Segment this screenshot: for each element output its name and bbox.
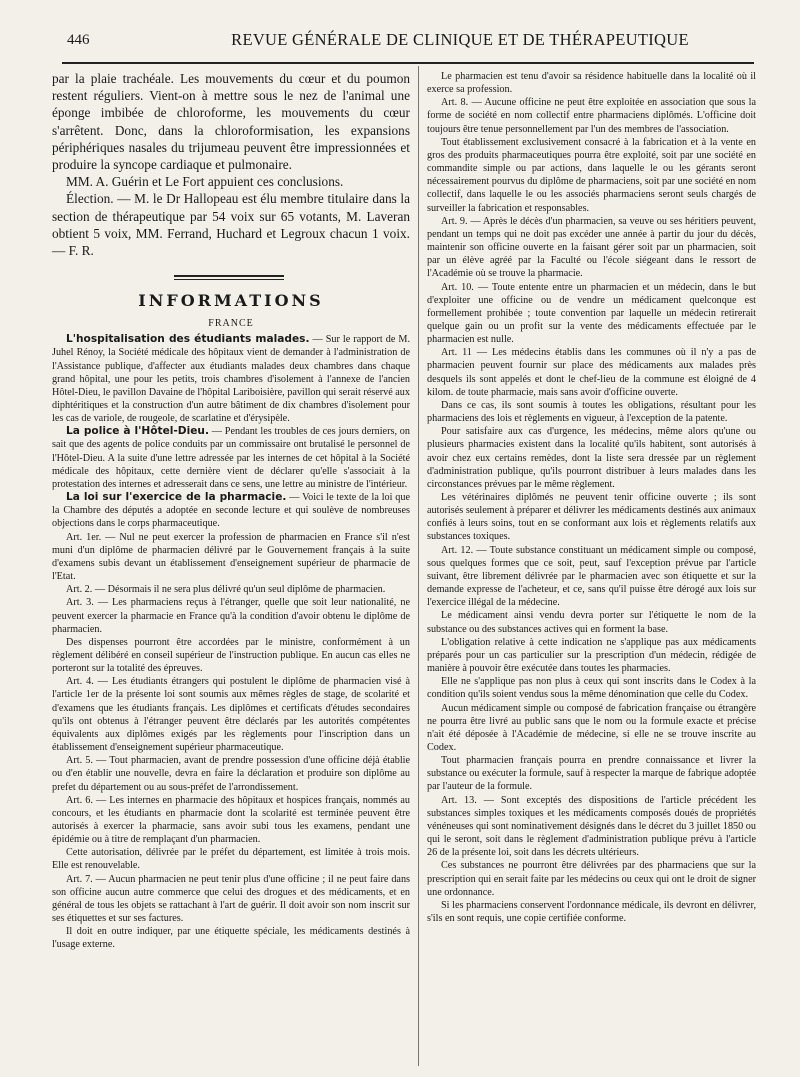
article-paragraph: Les vétérinaires diplômés ne peuvent tenir officine ouverte ; ils sont autorisés seulement à préparer et délivrer les médicaments destinés aux animaux confiés à leurs soins, tout en se conformant aux lois et règlements relatifs aux substances toxiques. bbox=[427, 492, 756, 543]
paragraph-text: Art. 6. — Les internes en pharmacie des hôpitaux et hospices français, nommés au concours, et les étudiants en pharmacie dont la scolarité est terminée peuvent être autorisés à exercer la pharmacie, sans avoir subi tous les examens, pendant une épidémie ou à titre de remplaçant d'un pharmacien. bbox=[52, 794, 410, 846]
article-paragraph: Art. 9. — Après le décès d'un pharmacien, sa veuve ou ses héritiers peuvent, pendant un temps qui ne doit pas excéder une année à partir du jour du décès, maintenir son officine ouverte en la faisant gérer soit par un pharmacien, soit par un élève agréé par la Faculté ou l'école siégeant dans le ressort de l'Académie où se trouve la pharmacie. bbox=[427, 215, 756, 280]
paragraph-text: Art. 3. — Les pharmaciens reçus à l'étranger, quelle que soit leur nationalité, ne peuvent exercer la pharmacie en France qu'à la condition d'avoir obtenu le diplôme de pharmacien. bbox=[52, 597, 410, 635]
article-paragraph bbox=[52, 675, 410, 754]
paragraph-lead: L'hospitalisation des étudiants malades. bbox=[66, 333, 310, 346]
article-paragraph bbox=[52, 425, 410, 491]
section-title: INFORMATIONS bbox=[138, 291, 324, 311]
article-paragraph: Art. 8. — Aucune officine ne peut être exploitée en association que sous la forme de société en nom collectif entre pharmaciens diplômés. L'officine doit toujours être tenue personnellement par l'un des membres de l'association. bbox=[427, 97, 756, 135]
article-paragraph bbox=[52, 846, 410, 872]
article-paragraph: Le pharmacien est tenu d'avoir sa résidence habituelle dans la localité où il exerce sa profession. bbox=[427, 71, 756, 96]
paragraph-text: Cette autorisation, délivrée par le préfet du département, est limitée à trois mois. Elle est renouvelable. bbox=[52, 847, 410, 872]
paragraph-text: Art. 2. — Désormais il ne sera plus délivré qu'un seul diplôme de pharmacien. bbox=[66, 584, 386, 596]
header-rule bbox=[62, 62, 754, 64]
article-paragraph bbox=[52, 925, 410, 951]
article-paragraph: Art. 13. — Sont exceptés des dispositions de l'article précédent les substances simples toxiques et les médicaments composés doués de propriétés vénéneuses qui sont nominativement désignés dans le décret du 3 juillet 1850 ou qui le seront, soit dans le règlement d'administration publique prévu à l'article 26 de la présente loi, soit dans les décrets ultérieurs. bbox=[427, 794, 756, 859]
article-paragraph bbox=[52, 873, 410, 926]
paragraph-text: Art. 4. — Les étudiants étrangers qui postulent le diplôme de pharmacien visé à l'article 1er de la présente loi sont soumis aux mêmes règles de stage, de scolarité et d'examens que les étudiants français. Les diplômes et certificats d'études secondaires qu'ils ont obtenus à l'étranger peuvent être déclarés par les autorités compétentes équivalents aux diplômes exigés par les règlements pour l'inscription dans un établissement d'enseignement supérieur pharmaceutique. bbox=[52, 676, 410, 754]
article-paragraph: Pour satisfaire aux cas d'urgence, les médecins, même alors qu'une ou plusieurs pharmacies existent dans la localité qu'ils habitent, sont autorisés à avoir chez eux certains remèdes, dont la liste sera dressée par un règlement d'administration publique, qu'ils pourront distribuer à leurs malades dans les circonstances prévues par le même règlement. bbox=[427, 426, 756, 490]
article-paragraph: Dans ce cas, ils sont soumis à toutes les obligations, résultant pour les pharmaciens des lois et règlements en vigueur, à l'exception de la patente. bbox=[427, 399, 756, 425]
article-paragraph: Art. 12. — Toute substance constituant un médicament simple ou composé, sous quelques formes que ce soit, peut, sauf l'exception prévue par l'article suivant, être librement délivrée par le pharmacien avec son étiquette et sur la demande expresse de l'acheteur, et ce, sans qu'il puisse être dérogé aux lois sur l'exercice illégal de la médecine. bbox=[427, 544, 756, 609]
intro-paragraph: par la plaie trachéale. Les mouvements du cœur et du poumon restent réguliers. Vient-on à mettre sous le nez de l'animal une éponge imbibée de chloroforme, les mouvements du cœur s'arrêtent. Donc, dans la chloroformisation, les expansions périphériques nasales du trijumeau peuvent être impressionnées et produire la syncope cardiaque et pulmonaire. bbox=[52, 71, 410, 173]
paragraph-lead: La police à l'Hôtel-Dieu. bbox=[66, 425, 209, 438]
paragraph-lead: La loi sur l'exercice de la pharmacie. bbox=[66, 491, 287, 504]
article-paragraph: L'obligation relative à cette indication ne s'applique pas aux médicaments préparés pour un cas particulier sur la prescription d'un médecin, rédigée de manière à pouvoir être exécutée dans toutes les pharmacies. bbox=[427, 636, 756, 675]
paragraph-text: Art. 5. — Tout pharmacien, avant de prendre possession d'une officine déjà établie ou d'en établir une nouvelle, devra en faire la déclaration et produire son diplôme au prefet du département ou au sous-préfet de l'arrondissement. bbox=[52, 755, 410, 793]
intro-paragraph: MM. A. Guérin et Le Fort appuient ces conclusions. bbox=[66, 174, 344, 190]
article-paragraph bbox=[52, 754, 410, 793]
paragraph-text: Art. 7. — Aucun pharmacien ne peut tenir plus d'une officine ; il ne peut faire dans son officine aucun autre commerce que celui des drogues et des médicaments, et en général de tous les objets se rattachant à l'art de guérir. Il doit avoir son nom inscrit sur ses étiquettes et sur ses factures. bbox=[52, 873, 410, 925]
right-paragraphs bbox=[427, 70, 756, 925]
paragraph-text: Il doit en outre indiquer, par une étiquette spéciale, les médicaments destinés à l'usage externe. bbox=[52, 926, 410, 951]
article-paragraph bbox=[52, 491, 410, 530]
page-header bbox=[55, 28, 755, 54]
subheading: FRANCE bbox=[208, 318, 254, 330]
article-paragraph: Le médicament ainsi vendu devra porter sur l'étiquette le nom de la substance ou des substances actives qui en forment la base. bbox=[427, 610, 756, 635]
article-paragraph: Art. 10. — Toute entente entre un pharmacien et un médecin, dans le but d'exploiter une officine ou de vendre un médicament quelconque est formellement prohibée ; toute convention par laquelle un médecin retirerait quelque gain ou un profit sur la vente des médicaments effectuée par le pharmacien est nulle. bbox=[427, 281, 756, 346]
article-paragraph bbox=[52, 636, 410, 675]
election-paragraph: Élection. — M. le Dr Hallopeau est élu membre titulaire dans la section de thérapeutique par 54 voix sur 65 votants, M. Laveran obtient 5 voix, MM. Ferrand, Huchard et Legroux chacun 1 voix. — F. R. bbox=[52, 191, 410, 259]
article-paragraph: Tout établissement exclusivement consacré à la fabrication et à la vente en gros des produits pharmaceutiques pourra être exploité, soit par une société en commandite simple ou par actions, dans laquelle le ou les gérants seront nécessairement pourvus du diplôme de pharmaciens, soit par une société en nom collectif, dans laquelle le ou les associés pharmaciens seront seuls chargés de surveiller la fabrication et responsables. bbox=[427, 136, 756, 214]
article-paragraph: Tout pharmacien français pourra en prendre connaissance et livrer la substance ou exécuter la formule, sauf à respecter la marque de fabrique adoptée par l'auteur de la formule. bbox=[427, 755, 756, 793]
section-rule bbox=[52, 269, 410, 289]
paragraph-text: — Sur le rapport de M. Juhel Rénoy, la Société médicale des hôpitaux vient de demander à l'administration de l'Assistance publique, d'affecter aux étudiants malades deux chambres dans chaque grand hôpital, une pour les petits, trois chambres d'isolement à l'annexe de l'ancien Hôtel-Dieu, le pavillon Davaine de l'hôpital Lariboisière, pavillon qui serait réservé aux diphtéritiques et la construction d'un autre bâtiment de dix chambres d'isolement pour les cas de variole, de rougeole, de scarlatine et d'érysipèle. bbox=[52, 334, 410, 425]
article-paragraph: Si les pharmaciens conservent l'ordonnance médicale, ils devront en délivrer, s'ils en sont requis, une copie certifiée conforme. bbox=[427, 899, 756, 924]
column-divider bbox=[418, 66, 419, 1066]
right-column bbox=[427, 70, 756, 925]
left-column bbox=[52, 70, 410, 952]
article-paragraph bbox=[52, 794, 410, 847]
page-number: 446 bbox=[67, 32, 90, 48]
article-paragraph bbox=[52, 583, 410, 596]
article-paragraph bbox=[52, 333, 410, 425]
article-paragraph bbox=[52, 596, 410, 635]
left-paragraphs bbox=[52, 333, 410, 951]
article-paragraph: Elle ne s'applique pas non plus à ceux qui sont inscrits dans le Codex à la condition qu'ils soient vendus sous la même dénomination que celle du Codex. bbox=[427, 676, 756, 701]
article-paragraph: Aucun médicament simple ou composé de fabrication française ou étrangère ne pourra être livré au public sans que le nom ou la formule exacte et précise n'ait été déposée à l'Académie de médecine, si elle ne se trouve inscrite au Codex. bbox=[427, 702, 756, 753]
paragraph-text: — Pendant les troubles de ces jours derniers, on sait que des agents de police conduits par un commissaire ont brutalisé le personnel de l'Hôtel-Dieu. A la suite d'une lettre adressée par les internes de cet hôpital à la Société médicale des hôpitaux, cette dernière vient de déclarer qu'elle s'associait à la protestation des internes et adresserait dans ce sens, une lettre au ministre de l'intérieur. bbox=[52, 426, 410, 490]
article-paragraph: Art. 11 — Les médecins établis dans les communes où il n'y a pas de pharmacien peuvent fournir sur place des médicaments aux malades près desquels ils sont appelés et dont le chef-lieu de la commune est éloigné de 4 kilom. de toute pharmacie, mais sans avoir d'officine ouverte. bbox=[427, 347, 756, 398]
article-paragraph bbox=[52, 531, 410, 584]
paragraph-text: — Voici le texte de la loi que la Chambre des députés a adoptée en seconde lecture et qui soulève de nombreuses objections dans le corps pharmaceutique. bbox=[52, 492, 410, 530]
article-paragraph: Ces substances ne pourront être délivrées par des pharmaciens que sur la prescription qui en serait faite par les médecins ou ceux qui ont le droit de signer une ordonnance. bbox=[427, 860, 757, 898]
running-title: REVUE GÉNÉRALE DE CLINIQUE ET DE THÉRAPEUTIQUE bbox=[231, 30, 689, 49]
paragraph-text: Des dispenses pourront être accordées par le ministre, conformément à un règlement délibéré en conseil supérieur de l'instruction publique. En aucun cas elles ne porteront sur la totalité des épreuves. bbox=[52, 636, 410, 675]
paragraph-text: Art. 1er. — Nul ne peut exercer la profession de pharmacien en France s'il n'est muni d'un diplôme de pharmacien délivré par le Gouvernement français à la suite d'examens subis devant un établissement d'enseignement supérieur de pharmacie de l'Etat. bbox=[52, 531, 410, 583]
